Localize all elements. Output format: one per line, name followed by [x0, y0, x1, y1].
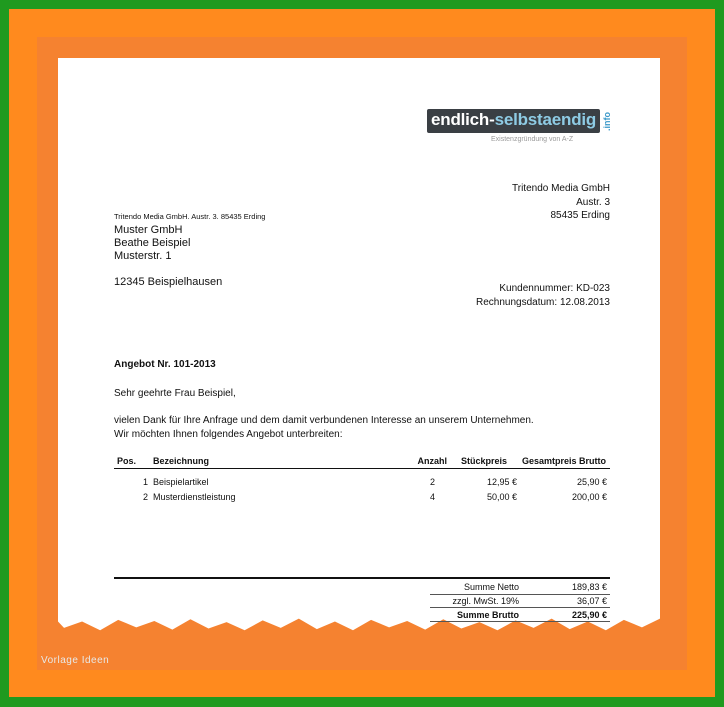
document-subject: Angebot Nr. 101-2013	[114, 359, 216, 370]
logo	[431, 110, 596, 130]
net-value: 189,83 €	[571, 582, 607, 592]
row-2-total: 200,00 €	[571, 492, 607, 502]
gross-rule	[430, 621, 610, 622]
logo-suffix: .info	[602, 112, 612, 131]
sender-city: 85435 Erding	[550, 210, 610, 221]
logo-name-part2: selbstaendig	[494, 110, 597, 129]
invoice-date: Rechnungsdatum: 12.08.2013	[476, 297, 610, 308]
row-1-total: 25,90 €	[576, 477, 607, 487]
salutation: Sehr geehrte Frau Beispiel,	[114, 388, 236, 399]
intro-line-1: vielen Dank für Ihre Anfrage und dem damit verbundenen Interesse an unserem Unternehmen.	[114, 415, 534, 426]
logo-name-part1: endlich-	[431, 110, 495, 129]
recipient-contact: Beathe Beispiel	[114, 237, 191, 249]
header-unit-price: Stückpreis	[460, 456, 507, 466]
recipient-city: 12345 Beispielhausen	[114, 276, 223, 288]
logo-tagline: Existenzgründung von A-Z	[491, 136, 574, 143]
tax-rule	[430, 607, 610, 608]
row-2-quantity: 4	[429, 492, 435, 502]
row-1-pos: 1	[142, 477, 148, 487]
net-label: Summe Netto	[463, 582, 519, 592]
gross-label: Summe Brutto	[456, 610, 519, 620]
totals-rule	[114, 577, 610, 579]
recipient-company: Muster GmbH	[114, 224, 183, 236]
row-2-description: Musterdienstleistung	[153, 492, 236, 502]
row-2-unit-price: 50,00 €	[486, 492, 517, 502]
row-1-quantity: 2	[429, 477, 435, 487]
intro-line-2: Wir möchten Ihnen folgendes Angebot unterbreiten:	[114, 429, 343, 440]
table-header-rule	[114, 468, 610, 469]
row-1-unit-price: 12,95 €	[486, 477, 517, 487]
return-address-line: Tritendo Media GmbH. Austr. 3. 85435 Erding	[114, 212, 266, 221]
gross-value: 225,90 €	[571, 610, 607, 620]
header-quantity: Anzahl	[417, 456, 447, 466]
recipient-street: Musterstr. 1	[114, 250, 172, 262]
row-2-pos: 2	[142, 492, 148, 502]
net-rule	[430, 594, 610, 595]
row-1-description: Beispielartikel	[153, 477, 209, 487]
customer-number: Kundennummer: KD-023	[499, 283, 610, 294]
header-pos: Pos.	[117, 456, 137, 466]
tax-label: zzgl. MwSt. 19%	[452, 596, 519, 606]
sender-company: Tritendo Media GmbH	[512, 183, 610, 194]
header-description: Bezeichnung	[153, 456, 210, 466]
tax-value: 36,07 €	[576, 596, 607, 606]
header-total-gross: Gesamtpreis Brutto	[521, 456, 606, 466]
document-page	[58, 58, 660, 636]
sender-street: Austr. 3	[576, 197, 610, 208]
watermark-caption: Vorlage Ideen	[41, 655, 110, 666]
